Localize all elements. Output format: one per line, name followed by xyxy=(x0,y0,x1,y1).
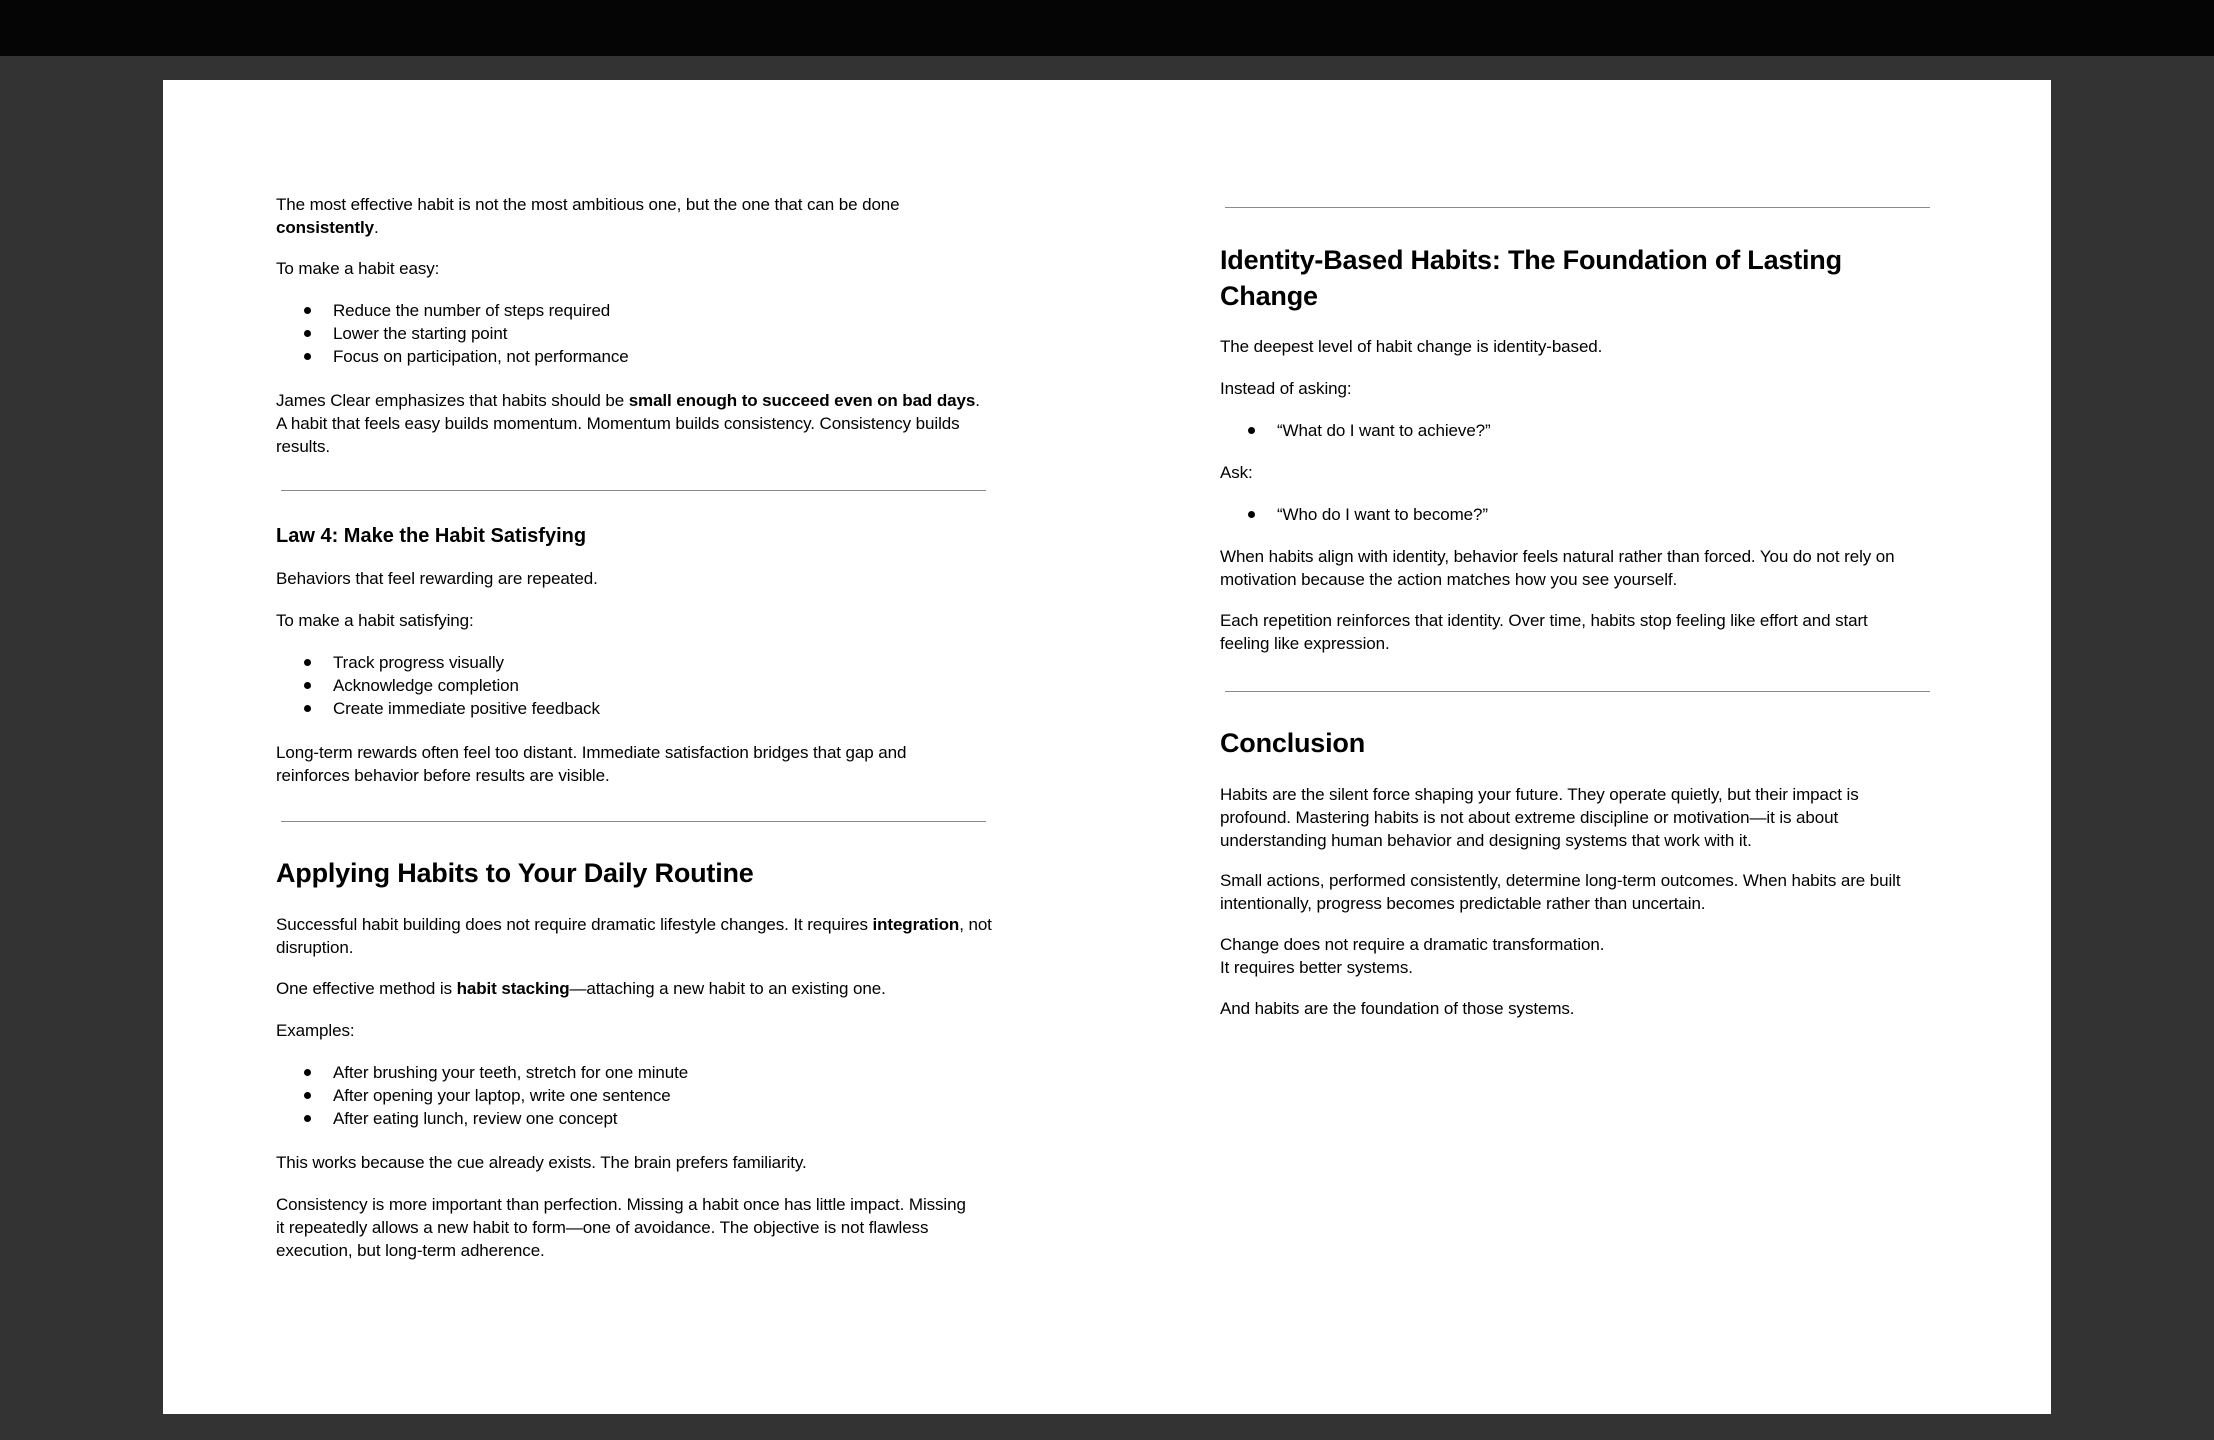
bullet-icon xyxy=(304,682,311,689)
list-item xyxy=(1220,503,1930,526)
bold-text: small enough to succeed even on bad days xyxy=(628,391,976,410)
list-item xyxy=(276,697,986,720)
list-item-text: After eating lunch, review one concept xyxy=(333,1109,618,1128)
bullet-icon xyxy=(1248,427,1255,434)
paragraph-integration xyxy=(276,913,996,959)
paragraph-ask: Ask: xyxy=(1220,463,1253,482)
viewer-top-bar xyxy=(0,0,2214,56)
paragraph-deepest-level: The deepest level of habit change is identity-based. xyxy=(1220,337,1603,356)
bullet-icon xyxy=(304,1115,311,1122)
text: . A habit that feels easy builds momentum. Momentum builds consistency. Consistency builds results. xyxy=(276,391,980,456)
paragraph-make-easy: To make a habit easy: xyxy=(276,259,440,278)
paragraph-habit-stacking xyxy=(276,977,996,1000)
list-item xyxy=(276,299,986,322)
text: James Clear emphasizes that habits should be xyxy=(276,391,629,410)
paragraph-change xyxy=(1220,933,1940,979)
bold-text: consistently xyxy=(276,218,374,237)
left-page-column xyxy=(276,80,1161,1260)
list-item xyxy=(1220,419,1930,442)
bullet-icon xyxy=(304,307,311,314)
law4-heading: Law 4: Make the Habit Satisfying xyxy=(276,525,587,547)
list-item-text: After opening your laptop, write one sentence xyxy=(333,1086,671,1105)
conclusion-heading: Conclusion xyxy=(1220,728,1365,758)
paragraph-consistency-perfection: Consistency is more important than perfection. Missing a habit once has little impact. Missing it repeatedly allows a new habit to form—one of avoidance. The objective is not flawless execution, but long-term adherence. xyxy=(276,1195,966,1260)
bold-text: integration xyxy=(872,915,960,934)
text: It requires better systems. xyxy=(1220,958,1413,977)
list-item-text: Create immediate positive feedback xyxy=(333,699,600,718)
list-item-text: Track progress visually xyxy=(333,653,504,672)
section-divider xyxy=(281,821,986,822)
paragraph-each-repetition: Each repetition reinforces that identity. Over time, habits stop feeling like effort and start feeling like expression. xyxy=(1220,611,1868,653)
text: . xyxy=(374,218,379,237)
paragraph-align-identity: When habits align with identity, behavior feels natural rather than forced. You do not rely on motivation because the action matches how you see yourself. xyxy=(1220,547,1895,589)
section-divider xyxy=(1225,207,1930,208)
bullet-icon xyxy=(304,353,311,360)
paragraph-make-satisfying: To make a habit satisfying: xyxy=(276,611,474,630)
paragraph-small-actions: Small actions, performed consistently, determine long-term outcomes. When habits are built intentionally, progress becomes predictable rather than uncertain. xyxy=(1220,871,1901,913)
paragraph-instead-of-asking: Instead of asking: xyxy=(1220,379,1352,398)
list-item xyxy=(276,674,986,697)
paragraph-examples: Examples: xyxy=(276,1021,355,1040)
list-make-satisfying xyxy=(276,651,986,720)
paragraph-consistency xyxy=(276,193,986,239)
list-item xyxy=(276,1084,986,1107)
text: , not disruption. xyxy=(276,915,992,957)
list-make-easy xyxy=(276,299,986,368)
bullet-icon xyxy=(304,1069,311,1076)
document-spread xyxy=(163,80,2051,1414)
section-divider xyxy=(1225,691,1930,692)
list-item-text: Reduce the number of steps required xyxy=(333,301,611,320)
right-page-column xyxy=(1220,80,2105,1018)
paragraph-cue-exists: This works because the cue already exists. The brain prefers familiarity. xyxy=(276,1153,807,1172)
list-item-text: “Who do I want to become?” xyxy=(1277,505,1488,524)
list-item-text: “What do I want to achieve?” xyxy=(1277,421,1491,440)
bullet-icon xyxy=(304,330,311,337)
text: Successful habit building does not require dramatic lifestyle changes. It requires xyxy=(276,915,873,934)
identity-habits-heading: Identity-Based Habits: The Foundation of Lasting Change xyxy=(1220,245,1842,311)
text: One effective method is xyxy=(276,979,457,998)
text: Change does not require a dramatic transformation. xyxy=(1220,935,1605,954)
list-item-text: Focus on participation, not performance xyxy=(333,347,629,366)
list-item xyxy=(276,345,986,368)
text: —attaching a new habit to an existing one. xyxy=(569,979,886,998)
paragraph-james-clear xyxy=(276,389,992,458)
paragraph-silent-force: Habits are the silent force shaping your future. They operate quietly, but their impact is profound. Mastering habits is not about extreme discipline or motivation—it is about understanding human behavior and designing systems that work with it. xyxy=(1220,785,1859,850)
list-item xyxy=(276,322,986,345)
paragraph-rewarding: Behaviors that feel rewarding are repeated. xyxy=(276,569,598,588)
list-examples xyxy=(276,1061,986,1130)
bold-text: habit stacking xyxy=(456,979,570,998)
bullet-icon xyxy=(304,659,311,666)
list-item-text: After brushing your teeth, stretch for one minute xyxy=(333,1063,689,1082)
list-item xyxy=(276,1107,986,1130)
applying-habits-heading: Applying Habits to Your Daily Routine xyxy=(276,858,754,888)
paragraph-long-term-rewards: Long-term rewards often feel too distant. Immediate satisfaction bridges that gap and reinforces behavior before results are visible. xyxy=(276,743,907,785)
text: The most effective habit is not the most ambitious one, but the one that can be done xyxy=(276,195,900,214)
section-divider xyxy=(281,490,986,491)
list-item-text: Acknowledge completion xyxy=(333,676,519,695)
list-item xyxy=(276,1061,986,1084)
list-instead-of-asking xyxy=(1220,419,1930,442)
list-item xyxy=(276,651,986,674)
bullet-icon xyxy=(1248,511,1255,518)
bullet-icon xyxy=(304,705,311,712)
list-item-text: Lower the starting point xyxy=(333,324,508,343)
paragraph-foundation: And habits are the foundation of those systems. xyxy=(1220,999,1575,1018)
list-ask xyxy=(1220,503,1930,526)
bullet-icon xyxy=(304,1092,311,1099)
